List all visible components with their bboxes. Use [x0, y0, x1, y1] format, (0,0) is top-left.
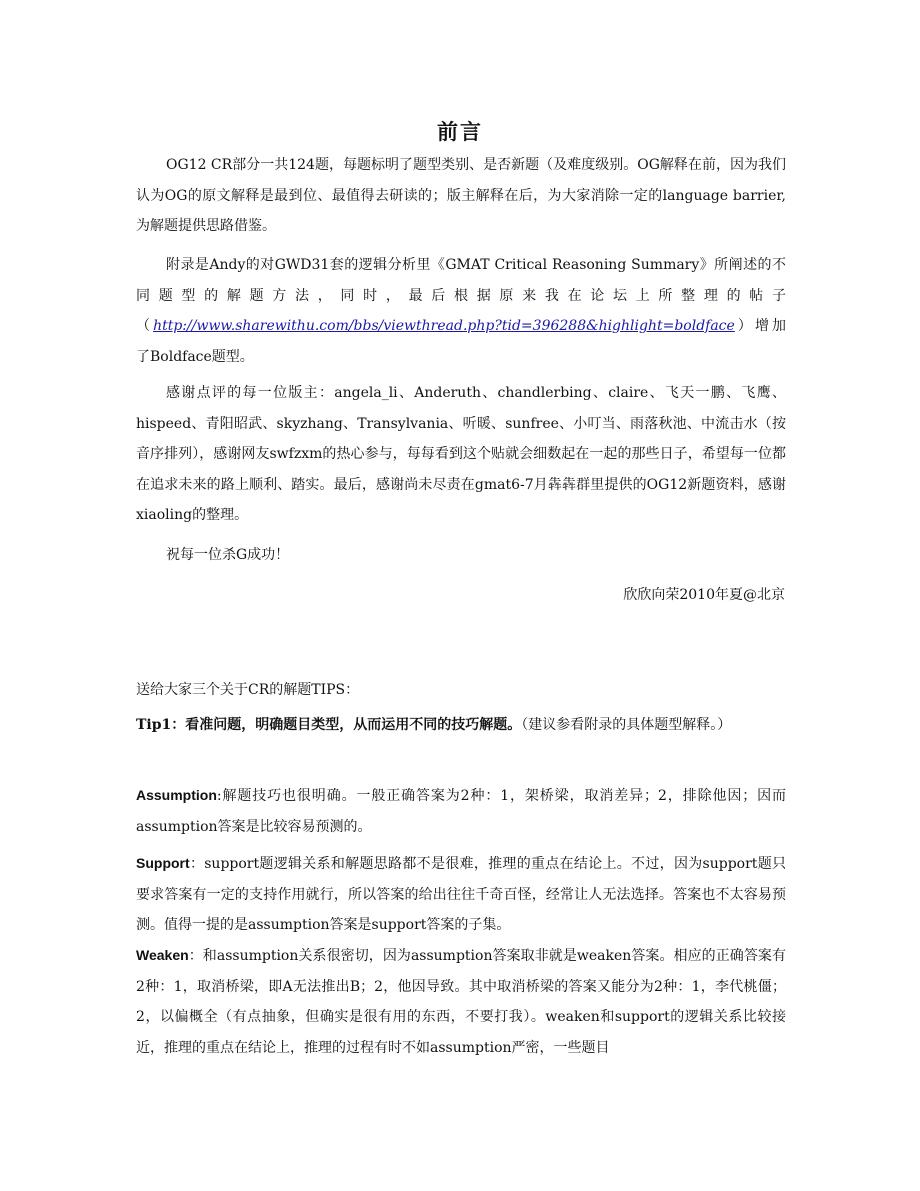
- page-title: 前言: [437, 119, 483, 144]
- assumption-paragraph: [136, 780, 786, 842]
- support-text: ：support题逻辑关系和解题思路都不是很难，推理的重点在结论上。不过，因为support题只要求答案有一定的支持作用就行，所以答案的给出往往千奇百怪，经常让人无法选择。答案也不太容易预测。值得一提的是assumption答案是support答案的子集。: [136, 856, 786, 933]
- weaken-paragraph: [136, 940, 786, 1063]
- tip1-note: （建议参看附录的具体题型解释。）: [521, 717, 732, 733]
- weaken-text: ：和assumption关系很密切，因为assumption答案取非就是weaken答案。相应的正确答案有2种：1，取消桥梁，即A无法推出B；2，他因导致。其中取消桥梁的答案又能分为2种：1，李代桃僵；2，以偏概全（有点抽象，但确实是很有用的东西，不要打我）。weaken和support的逻辑关系比较接近，推理的重点在结论上，推理的过程有时不如assumption严密，一些题目: [136, 948, 786, 1056]
- signature: 欣欣向荣2010年夏@北京: [623, 587, 785, 603]
- intro-paragraph: OG12 CR部分一共124题，每题标明了题型类别、是否新题（及难度级别。OG解释在前，因为我们认为OG的原文解释是最到位、最值得去研读的；版主解释在后，为大家消除一定的language barrier, 为解题提供思路借鉴。: [136, 157, 786, 234]
- thanks-paragraph: 感谢点评的每一位版主：angela_li、Anderuth、chandlerbing、claire、飞天一鹏、飞鹰、hispeed、青阳昭武、skyzhang、Transylvania、听暖、sunfree、小叮当、雨落秋池、中流击水（按音序排列），感谢网友swfzxm的热心参与，每每看到这个贴就会细数起在一起的那些日子，希望每一位都在追求未来的路上顺利、踏实。最后，感谢尚未尽责在gmat6-7月犇犇群里提供的OG12新题资料，感谢xiaoling的整理。: [136, 385, 786, 523]
- support-label: Support: [136, 855, 190, 871]
- tip1-paragraph: [136, 710, 786, 741]
- appendix-paragraph: [136, 250, 786, 372]
- assumption-label: Assumption: [136, 787, 217, 803]
- tips-intro: 送给大家三个关于CR的解题TIPS：: [136, 682, 360, 698]
- assumption-text: :解题技巧也很明确。一般正确答案为2种：1，架桥梁，取消差异；2，排除他因；因而assumption答案是比较容易预测的。: [136, 788, 786, 835]
- forum-link[interactable]: http://www.sharewithu.com/bbs/viewthread.php?tid=396288&highlight=boldface: [153, 318, 735, 334]
- weaken-label: Weaken: [136, 947, 189, 963]
- tip1-heading: Tip1：看准问题，明确题目类型，从而运用不同的技巧解题。: [136, 717, 522, 733]
- support-paragraph: [136, 848, 786, 941]
- wish-line: 祝每一位杀G成功！: [166, 547, 290, 563]
- appendix-text-after: ）增加了Boldface题型。: [136, 318, 787, 365]
- appendix-text-before: 附录是Andy的对GWD31套的逻辑分析里《GMAT Critical Reasoning Summary》所阐述的不同题型的解题方法，同时，最后根据原来我在论坛上所整理的帖子（: [136, 257, 786, 334]
